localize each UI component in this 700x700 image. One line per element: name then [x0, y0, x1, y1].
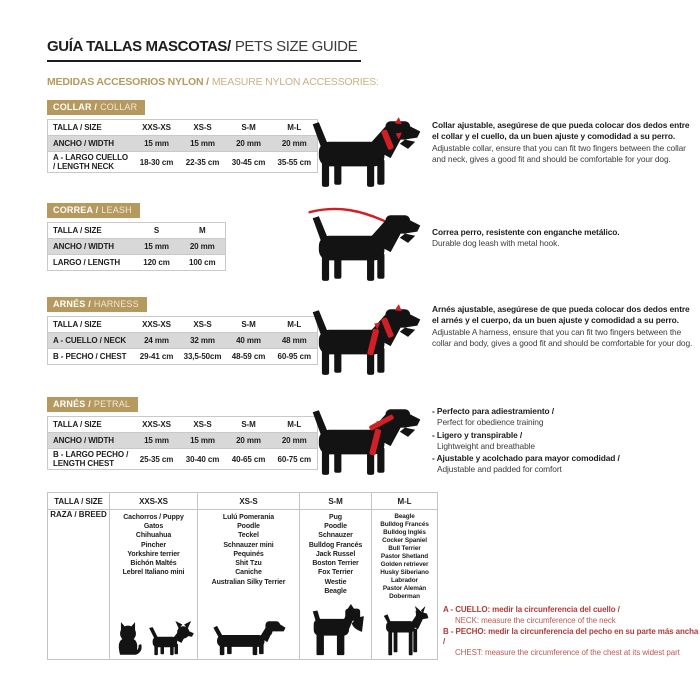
table-cell: S-M	[226, 120, 272, 136]
page-subtitle-en: MEASURE NYLON ACCESSORIES:	[211, 76, 379, 88]
harness-description-es: Arnés ajustable, asegúrese de que pueda colocar dos dedos entre el arnés y el cuerpo, da un buen ajuste y comodidad a su perro.	[432, 304, 690, 326]
table-cell: 20 mm	[272, 433, 318, 449]
badge-leash	[47, 203, 140, 218]
table-cell: XXS-XS	[134, 417, 180, 433]
badge-harness-es: ARNÉS /	[53, 299, 91, 309]
table-cell: TALLA / SIZE	[48, 223, 134, 239]
table-cell: 20 mm	[272, 136, 318, 152]
breed-list: Pug Poodle Schnauzer Bulldog Francés Jack Russel Boston Terrier Fox Terrier Westie Beagle	[308, 514, 363, 595]
table-cell: 18-30 cm	[134, 152, 180, 173]
table-cell: TALLA / SIZE	[48, 417, 134, 433]
badge-leash-en: LEASH	[101, 205, 132, 215]
table-header-cell: XS-S	[198, 493, 300, 510]
table-cell: 22-35 cm	[180, 152, 226, 173]
table-row	[48, 223, 226, 239]
harness-description	[432, 304, 696, 349]
table-row	[48, 417, 318, 433]
note-chest-es: B - PECHO: medir la circunferencia del pecho en su parte más ancha /	[443, 626, 699, 647]
note-neck-en: NECK: measure the circumference of the neck	[455, 615, 616, 625]
table-cell: XXS-XS	[134, 120, 180, 136]
table-cell: M-L	[272, 120, 318, 136]
table-row	[48, 433, 318, 449]
feature-en: Perfect for obedience training	[437, 417, 544, 428]
table-header-cell: S-M	[300, 493, 372, 510]
page-subtitle	[47, 76, 379, 88]
table-header-cell: M-L	[372, 493, 438, 510]
leash-size-table	[47, 222, 226, 271]
table-cell: 24 mm	[134, 333, 180, 349]
dog-leash-illustration	[308, 206, 424, 288]
table-row	[48, 493, 438, 510]
breed-cell-xs-s	[198, 510, 300, 660]
table-cell: 15 mm	[134, 239, 180, 255]
table-cell: 25-35 cm	[134, 449, 180, 470]
table-row	[48, 349, 318, 365]
table-cell: 29-41 cm	[134, 349, 180, 365]
table-cell: XXS-XS	[134, 317, 180, 333]
badge-collar-es: COLLAR /	[53, 102, 98, 112]
breed-list: Cachorros / Puppy Gatos Chihuahua Pincher Yorkshire terrier Bichón Maltés Lebrel Italiano mini	[122, 514, 185, 577]
collar-description-en: Adjustable collar, ensure that you can fit two fingers between the collar and neck, gives a good fit and should be comfortable for your dog.	[432, 142, 686, 164]
table-header-cell: TALLA / SIZE	[48, 493, 110, 510]
page-title-en: PETS SIZE GUIDE	[234, 38, 358, 55]
chihuahua-icon	[148, 621, 194, 656]
table-header-cell: XXS-XS	[110, 493, 198, 510]
badge-harness-en: HARNESS	[93, 299, 139, 309]
table-cell: 33,5-50cm	[180, 349, 226, 365]
table-cell: 15 mm	[134, 136, 180, 152]
table-cell: 35-55 cm	[272, 152, 318, 173]
dog-collar-illustration	[308, 112, 424, 194]
doberman-icon	[376, 606, 434, 656]
petral-size-table	[47, 416, 318, 470]
table-cell: 20 mm	[226, 136, 272, 152]
table-cell: M-L	[272, 317, 318, 333]
breeds-table	[47, 492, 438, 660]
measurement-notes	[443, 605, 699, 659]
table-cell: XS-S	[180, 317, 226, 333]
table-cell: M-L	[272, 417, 318, 433]
petral-features	[432, 406, 696, 477]
table-cell: 60-95 cm	[272, 349, 318, 365]
table-row	[48, 255, 226, 271]
table-row	[48, 152, 318, 173]
note-item	[443, 605, 699, 627]
leash-description	[432, 227, 696, 250]
table-cell: 15 mm	[134, 433, 180, 449]
table-cell: 32 mm	[180, 333, 226, 349]
feature-item	[432, 430, 696, 453]
feature-es: - Perfecto para adiestramiento /	[432, 406, 696, 417]
breed-cell-m-l	[372, 510, 438, 660]
dog-harness-illustration	[308, 300, 424, 382]
table-cell: LARGO / LENGTH	[48, 255, 134, 271]
collar-description	[432, 120, 696, 165]
table-cell: 40 mm	[226, 333, 272, 349]
table-row	[48, 239, 226, 255]
table-cell: 30-45 cm	[226, 152, 272, 173]
cat-icon	[113, 620, 143, 656]
table-cell: ANCHO / WIDTH	[48, 433, 134, 449]
feature-es: - Ligero y transpirable /	[432, 430, 696, 441]
table-cell: 60-75 cm	[272, 449, 318, 470]
badge-collar	[47, 100, 145, 115]
table-cell: 20 mm	[180, 239, 226, 255]
breed-cell-s-m	[300, 510, 372, 660]
feature-en: Lightweight and breathable	[437, 440, 535, 451]
leash-line-icon	[310, 209, 390, 224]
breed-cell-xxs-xs	[110, 510, 198, 660]
table-cell: B - LARGO PECHO / LENGTH CHEST	[48, 449, 134, 470]
table-cell: B - PECHO / CHEST	[48, 349, 134, 365]
schnauzer-icon	[308, 604, 364, 656]
table-cell: S-M	[226, 317, 272, 333]
table-cell: 15 mm	[180, 136, 226, 152]
table-row	[48, 449, 318, 470]
table-cell: XS-S	[180, 120, 226, 136]
leash-description-en: Durable dog leash with metal hook.	[432, 238, 560, 249]
table-row	[48, 136, 318, 152]
note-item	[443, 627, 699, 659]
table-cell: 30-40 cm	[180, 449, 226, 470]
table-row	[48, 333, 318, 349]
table-row	[48, 317, 318, 333]
table-row	[48, 510, 438, 660]
badge-harness	[47, 297, 147, 312]
table-cell: TALLA / SIZE	[48, 120, 134, 136]
feature-es: - Ajustable y acolchado para mayor comodidad /	[432, 453, 696, 464]
table-cell: ANCHO / WIDTH	[48, 239, 134, 255]
breed-row-label: RAZA / BREED	[48, 510, 110, 660]
harness-description-en: Adjustable A harness, ensure that you can fit two fingers between the collar and body, gives a good fit and should be comfortable for your dog.	[432, 326, 693, 348]
table-cell: A - CUELLO / NECK	[48, 333, 134, 349]
harness-size-table	[47, 316, 318, 365]
feature-item	[432, 406, 696, 429]
page-subtitle-es: MEDIDAS ACCESORIOS NYLON /	[47, 76, 209, 88]
table-cell: 100 cm	[180, 255, 226, 271]
badge-leash-es: CORREA /	[53, 205, 99, 215]
badge-collar-en: COLLAR	[100, 102, 138, 112]
table-cell: TALLA / SIZE	[48, 317, 134, 333]
table-cell: 120 cm	[134, 255, 180, 271]
collar-description-es: Collar ajustable, asegúrese de que pueda colocar dos dedos entre el collar y el cuello, da un buen ajuste y comodidad a su perro.	[432, 120, 690, 142]
table-row	[48, 120, 318, 136]
table-cell: A - LARGO CUELLO / LENGTH NECK	[48, 152, 134, 173]
note-neck-es: A - CUELLO: medir la circunferencia del cuello /	[443, 605, 620, 614]
dog-petral-illustration	[308, 400, 424, 482]
feature-en: Adjustable and padded for comfort	[437, 464, 562, 475]
feature-item	[432, 453, 696, 476]
table-cell: 15 mm	[180, 433, 226, 449]
table-cell: S	[134, 223, 180, 239]
table-cell: 20 mm	[226, 433, 272, 449]
page-title	[47, 38, 361, 62]
page-title-es: GUÍA TALLAS MASCOTAS/	[47, 38, 231, 55]
table-cell: 48-59 cm	[226, 349, 272, 365]
table-cell: XS-S	[180, 417, 226, 433]
leash-description-es: Correa perro, resistente con enganche metálico.	[432, 227, 620, 237]
dachshund-icon	[212, 614, 286, 656]
badge-petral-es: ARNÉS /	[53, 399, 91, 409]
table-cell: S-M	[226, 417, 272, 433]
table-cell: 40-65 cm	[226, 449, 272, 470]
breed-list: Lulú Pomerania Poodle Teckel Schnauzer mini Pequinés Shit Tzu Caniche Australian Silky Terrier	[211, 514, 286, 586]
badge-petral-en: PETRAL	[93, 399, 131, 409]
breed-list: Beagle Bulldog Francés Bulldog Inglés Cocker Spaniel Bull Terrier Pastor Shetland Golden retriever Husky Siberiano Labrador Pastor Alemán Doberman	[380, 513, 429, 600]
note-chest-en: CHEST: measure the circumference of the chest at its widest part	[455, 648, 680, 658]
collar-size-table	[47, 119, 318, 173]
table-cell: ANCHO / WIDTH	[48, 136, 134, 152]
table-cell: 48 mm	[272, 333, 318, 349]
badge-petral	[47, 397, 138, 412]
table-cell: M	[180, 223, 226, 239]
